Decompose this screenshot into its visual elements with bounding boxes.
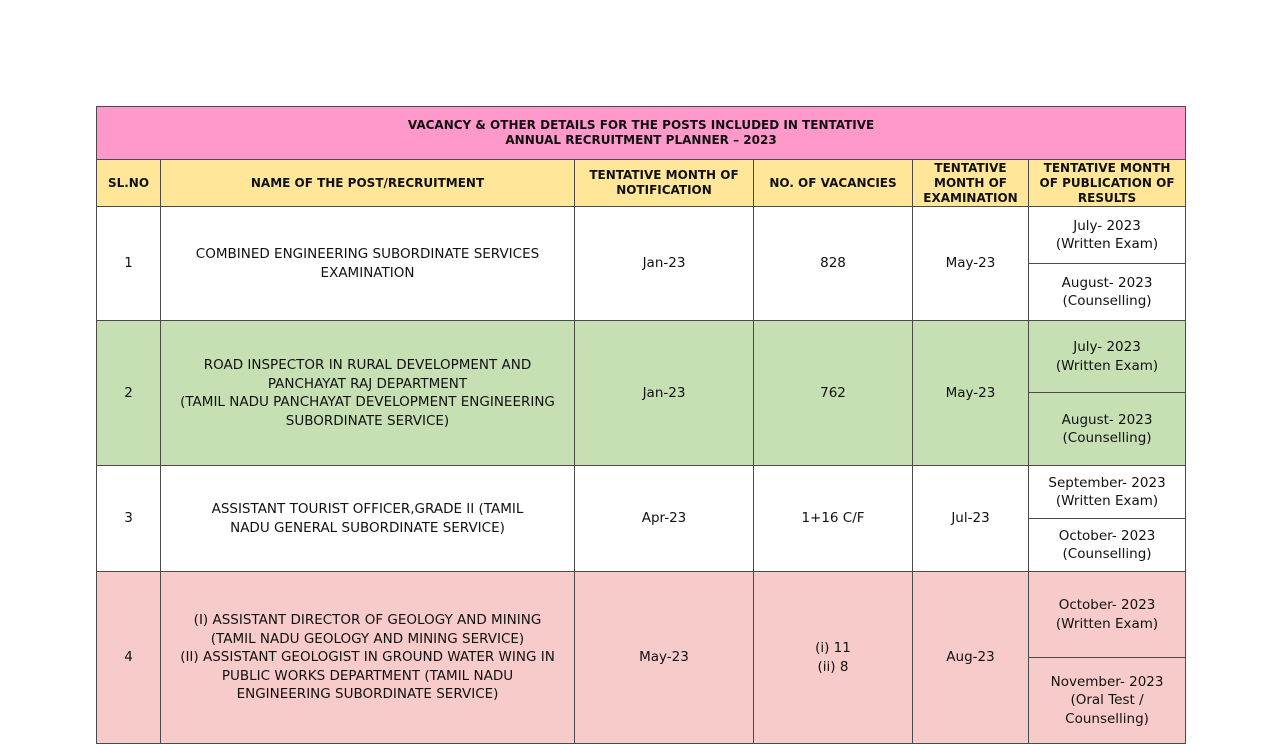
table-row xyxy=(97,321,1186,393)
cell-notification: May-23 xyxy=(575,572,754,744)
cell-slno: 4 xyxy=(97,572,161,744)
cell-examination: May-23 xyxy=(913,321,1029,466)
cell-notification: Apr-23 xyxy=(575,466,754,572)
cell-result-counselling: August- 2023 (Counselling) xyxy=(1029,393,1186,466)
cell-result-written: September- 2023 (Written Exam) xyxy=(1029,466,1186,519)
header-results: TENTATIVE MONTH OF PUBLICATION OF RESULTS xyxy=(1029,160,1186,207)
header-vacancies: NO. OF VACANCIES xyxy=(754,160,913,207)
cell-result-written: July- 2023 (Written Exam) xyxy=(1029,321,1186,393)
header-examination: TENTATIVE MONTH OF EXAMINATION xyxy=(913,160,1029,207)
cell-vacancies: 828 xyxy=(754,207,913,321)
table-row xyxy=(97,466,1186,519)
cell-slno: 3 xyxy=(97,466,161,572)
cell-vacancies: 762 xyxy=(754,321,913,466)
cell-slno: 1 xyxy=(97,207,161,321)
cell-vacancies: 1+16 C/F xyxy=(754,466,913,572)
cell-post-name: COMBINED ENGINEERING SUBORDINATE SERVICES EXAMINATION xyxy=(161,207,575,321)
cell-slno: 2 xyxy=(97,321,161,466)
cell-result-oral-counselling: November- 2023 (Oral Test / Counselling) xyxy=(1029,658,1186,744)
cell-result-counselling: October- 2023 (Counselling) xyxy=(1029,519,1186,572)
header-notification: TENTATIVE MONTH OF NOTIFICATION xyxy=(575,160,754,207)
cell-post-name: (I) ASSISTANT DIRECTOR OF GEOLOGY AND MINING (TAMIL NADU GEOLOGY AND MINING SERVICE) (II) ASSISTANT GEOLOGIST IN GROUND WATER WING IN PUBLIC WORKS DEPARTMENT (TAMIL NADU ENGINEERING SUBORDINATE SERVICE) xyxy=(161,572,575,744)
cell-result-written: July- 2023 (Written Exam) xyxy=(1029,207,1186,264)
cell-notification: Jan-23 xyxy=(575,321,754,466)
header-name: NAME OF THE POST/RECRUITMENT xyxy=(161,160,575,207)
cell-examination: May-23 xyxy=(913,207,1029,321)
cell-result-counselling: August- 2023 (Counselling) xyxy=(1029,264,1186,321)
table-row xyxy=(97,572,1186,658)
table-row xyxy=(97,207,1186,264)
cell-notification: Jan-23 xyxy=(575,207,754,321)
table-title: VACANCY & OTHER DETAILS FOR THE POSTS INCLUDED IN TENTATIVE ANNUAL RECRUITMENT PLANNER – 2023 xyxy=(97,107,1186,160)
recruitment-planner-sheet xyxy=(96,106,1185,744)
cell-examination: Aug-23 xyxy=(913,572,1029,744)
cell-examination: Jul-23 xyxy=(913,466,1029,572)
header-slno: SL.NO xyxy=(97,160,161,207)
cell-result-written: October- 2023 (Written Exam) xyxy=(1029,572,1186,658)
cell-post-name: ROAD INSPECTOR IN RURAL DEVELOPMENT AND PANCHAYAT RAJ DEPARTMENT (TAMIL NADU PANCHAYAT DEVELOPMENT ENGINEERING SUBORDINATE SERVICE) xyxy=(161,321,575,466)
cell-vacancies: (i) 11 (ii) 8 xyxy=(754,572,913,744)
vacancy-table xyxy=(96,106,1186,744)
cell-post-name: ASSISTANT TOURIST OFFICER,GRADE II (TAMIL NADU GENERAL SUBORDINATE SERVICE) xyxy=(161,466,575,572)
